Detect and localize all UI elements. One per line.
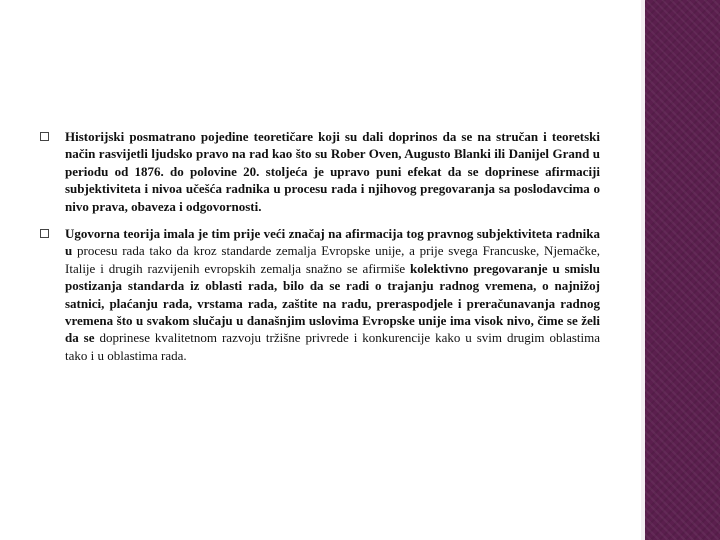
list-item — [40, 225, 600, 364]
side-band-edge — [641, 0, 645, 540]
decorative-side-band — [641, 0, 720, 540]
paragraph-text-bold: Ugovorna teorija imala je tim prije veći značaj na afirmacija tog pravnog subjektiviteta radnika u — [65, 226, 600, 259]
paragraph-text-regular: procesu rada tako da kroz standarde zemalja Evropske unije, a prije svega Francuske, Njemačke, Italije i drugih razvijenih evropskih zemalja snažno se afirmiše — [65, 243, 600, 276]
square-bullet-icon — [40, 132, 49, 141]
square-bullet-icon — [40, 229, 49, 238]
paragraph-text-bold: kolektivno pregovaranje u smislu postizanja standarda iz oblasti rada, bilo da se radi o trajanju radnog vremena, o najnižoj satnici, plaćanju rada, vrstama rada, zaštite na radu, preraspodjele i preračunavanja radnog vremena što u svakom slučaju u današnjim uslovima Evropske unije ima visok nivo, čime se želi da se — [65, 260, 600, 346]
paragraph-text-regular: doprinese kvalitetnom razvoju tržišne privrede i konkurencije kako u svim drugim oblastima tako i u oblastima rada. — [65, 330, 601, 363]
paragraph — [65, 225, 600, 364]
list-item — [40, 128, 600, 215]
paragraph — [65, 128, 600, 215]
bullet-list — [40, 128, 600, 374]
paragraph-text: Historijski posmatrano pojedine teoretičare koji su dali doprinos da se na stručan i teoretski način rasvijetli ljudsko pravo na rad kao što su Rober Oven, Augusto Blanki ili Danijel Grand u periodu od 1876. do polovine 20. stoljeća je upravo puni efekat da se doprinese afirmaciji subjektiviteta i nivoa učešća radnika u procesu rada i njihovog pregovaranja sa poslodavcima o nivo prava, obaveza i odgovornosti. — [65, 129, 600, 214]
